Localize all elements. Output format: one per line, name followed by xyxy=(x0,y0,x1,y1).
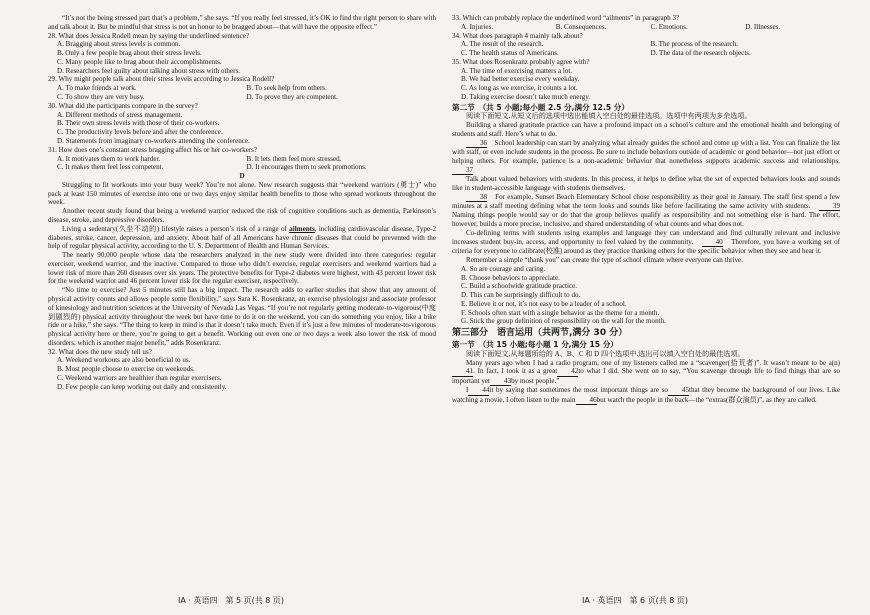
blank-41[interactable]: 41 xyxy=(452,368,473,376)
option-d: D. Illnesses. xyxy=(745,22,781,31)
option-c: C. Many people like to brag about their accomplishments. xyxy=(57,57,222,66)
part-3-header: 第三部分 语言运用（共两节,满分 30 分） xyxy=(452,328,628,339)
option-a: A. Injuries. xyxy=(461,22,494,31)
right-column xyxy=(452,14,840,405)
page-footer-right: ⅠA · 英语四 第 6 页(共 8 页) xyxy=(582,596,689,605)
option-c: C. Emotions. xyxy=(650,22,688,31)
blank-39[interactable]: 39 xyxy=(819,203,840,211)
option-b: B. We had better exercise every weekday. xyxy=(461,75,580,84)
option-e: E. Believe it or not, it’s not easy to be a leader of a school. xyxy=(461,299,627,308)
option-d: D. To prove they are competent. xyxy=(246,93,338,102)
blank-46[interactable]: 46 xyxy=(576,397,597,405)
option-d: D. Taking exercise doesn’t take much energy. xyxy=(461,93,591,102)
question-29 xyxy=(48,75,436,101)
question-31 xyxy=(48,146,436,172)
option-b: B. Consequences. xyxy=(555,22,607,31)
option-b: B. To seek help from others. xyxy=(246,84,327,93)
question-33 xyxy=(452,14,840,32)
option-c: C. It makes them feel less competent. xyxy=(57,163,164,172)
question-35 xyxy=(452,58,840,102)
question-stem: 28. What does Jessica Rodell mean by saying the underlined sentence? xyxy=(48,31,249,40)
passage-paragraph-ailments: Living a sedentary(久坐不动的) lifestyle raises a person’s risk of a range of ailments, including cardiovascular disease, Type-2 diabetes, stroke, cancer, depression, and anxiety. About half of all Americans have chronic diseases that could be prevented with the help of regular physical activity, according to the U. S. Department of Health and Human Services. xyxy=(48,224,436,251)
option-a: A. Different methods of stress management. xyxy=(57,110,183,119)
passage-paragraph: Another recent study found that being a weekend warrior reduced the risk of cognitive conditions such as dementia, Parkinson’s disease, stroke, and depressive disorders. xyxy=(48,207,436,224)
option-d: D. Statements from imaginary co-workers attending the conference. xyxy=(57,136,250,145)
gratitude-intro: Building a shared gratitude practice can have a profound impact on a school’s culture and the emotional health and belonging of students and staff. Here’s what to do. xyxy=(452,121,840,138)
section-1-instructions: 阅读下面短文,从每题所给的 A、B、C 和 D 四个选项中,选出可以填入空白处的最佳选项。 xyxy=(466,349,745,358)
question-34 xyxy=(452,32,840,58)
left-column xyxy=(48,14,436,392)
passage-paragraph: The nearly 90,000 people whose data the researchers analyzed in the new study were divided into three categories: regular exerciser, weekend warrior, and the inactive. Compared to those who didn’t exercise, regular exercisers and weekend warriors had a lower risk of more than 260 diseases over six years. The protective benefits for Type-2 diabetes were highest, with 43 percent lower risk for the weekend warrior and 46 percent lower risk for the regular exerciser, respectively. xyxy=(48,251,436,286)
option-g: G. Stick the group definition of responsibility on the wall for the month. xyxy=(461,317,666,326)
blank-42[interactable]: 42 xyxy=(557,368,578,376)
gratitude-paragraph-1: 36 School leadership can start by analyzing what already guides the school and come up with a list. You can finalize the list with staff, or even include students in the process. Be sure to include behaviors outside of academic or good behavior—not just effort or helping others. For example, patience is a non-academic behavior that nonetheless supports academic success and relationships. 37 xyxy=(452,138,840,174)
option-a: A. Weekend workouts are also beneficial to us. xyxy=(57,356,191,365)
option-b: B. Only a few people brag about their stress levels. xyxy=(57,49,202,58)
gratitude-paragraph-2: Talk about valued behaviors with students. In this process, it helps to define what the set of expected behaviors looks and sounds like in student-accessible language with students themselves. xyxy=(452,175,840,192)
blank-43[interactable]: 43 xyxy=(490,378,511,386)
cloze-paragraph-1: Many years ago when I had a radio program, one of my listeners called me a “scavenger(拾荒者)”. It wasn’t meant to be a(n)41. In fact, I took it as a great 42to what I did. She went on to say, “You scavenge through life to find things that are so important yet 43by most people.” xyxy=(452,358,840,385)
question-32 xyxy=(48,348,436,392)
passage-paragraph: “No time to exercise? Just 5 minutes still has a big impact. The research adds to earlier studies that show that any amount of physical activity counts and allows people some flexibility,” says Sara K. Rosenkranz, an exercise physiologist and associate professor of kinesiology and nutrition sciences at the University of Nevada Las Vegas. “If you’re not regularly getting moderate-to-vigorous(中度到剧烈的) physical activity throughout the week but have time to do it on the weekend, you can do something you enjoy, like a bike ride or a hike,” she says. “The thing to keep in mind is that it doesn’t take much. Even if it’s just a few minutes of moderate-to-vigorous physical activity here or there, you’re going to get a benefit. Working out even one or two days a week also lower the risk of mood disorders, which is another major benefit,” adds Rosenkranz. xyxy=(48,286,436,347)
option-a: A. It motivates them to work harder. xyxy=(57,154,161,163)
question-28 xyxy=(48,32,436,76)
blank-36[interactable]: 36 xyxy=(466,140,487,148)
blank-38[interactable]: 38 xyxy=(466,194,487,202)
options-list xyxy=(452,265,840,326)
blank-44[interactable]: 44 xyxy=(468,387,489,395)
option-a: A. Bragging about stress levels is common. xyxy=(57,40,181,49)
question-stem: 31. How does one’s constant stress bragging affect his or her co-workers? xyxy=(48,145,258,154)
underlined-word: ailments xyxy=(289,224,315,233)
option-c: C. As long as we exercise, it counts a lot. xyxy=(461,84,578,93)
option-a: A. The time of exercising matters a lot. xyxy=(461,66,573,75)
gratitude-paragraph-3: 38 For example, Sunset Beach Elementary School chose responsibility as their goal in January. The staff first spend a few minutes at a staff meeting defining what the term looks and sounds like before facilitating the same activity with students. 39 Naming things people would say or do that the group believes qualify as responsibility and not something else is hard. The effort, however, builds a more precise, inclusive, and shared understanding of what counts and what does not. xyxy=(452,192,840,229)
option-d: D. The data of the research objects. xyxy=(650,49,751,58)
option-d: D. Researchers feel guilty about talking about stress with others. xyxy=(57,66,241,75)
question-stem: 32. What does the new study tell us? xyxy=(48,347,152,356)
option-b: B. Most people choose to exercise on weekends. xyxy=(57,365,195,374)
question-stem: 30. What did the participants compare in the survey? xyxy=(48,101,198,110)
question-stem: 29. Why might people talk about their stress levels according to Jessica Rodell? xyxy=(48,75,275,84)
option-b: B. It lets them feel more stressed. xyxy=(246,154,342,163)
option-c: C. To show they are very busy. xyxy=(57,93,145,102)
blank-45[interactable]: 45 xyxy=(668,387,689,395)
section-2-instructions: 阅读下面短文,从短文后的选项中选出能填入空白处的最佳选项。选项中有两项为多余选项。 xyxy=(466,112,752,121)
option-a: A. So are courage and caring. xyxy=(461,264,546,273)
option-d: D. This can be surprisingly difficult to do. xyxy=(461,291,581,300)
section-heading-d: D xyxy=(239,172,245,181)
blank-40[interactable]: 40 xyxy=(702,239,723,247)
question-stem: 34. What does paragraph 4 mainly talk about? xyxy=(452,31,583,40)
section-1-header: 第一节 （共 15 小题;每小题 1 分,满分 15 分） xyxy=(452,340,618,350)
question-stem: 33. Which can probably replace the underlined word “ailments” in paragraph 3? xyxy=(452,14,680,22)
section-2-header: 第二节 （共 5 小题;每小题 2.5 分,满分 12.5 分） xyxy=(452,102,629,112)
option-f: F. Schools often start with a single behavior as the theme for a month. xyxy=(461,308,660,317)
gratitude-paragraph-4: Co-defining terms with students using examples and language they can understand and find culturally relevant and inclusive increases student buy-in, access, and opportunity to feel valued by the community. 40 Therefore, you have a working set of criteria for everyone to calibrate(校准) around as they practice thanking others for the specific behavior when they see and hear it. xyxy=(452,229,840,256)
option-a: A. The result of the research. xyxy=(461,40,544,49)
blank-37[interactable]: 37 xyxy=(452,167,473,175)
passage-paragraph: Struggling to fit workouts into your busy week? You’re not alone. New research suggests that “weekend warriors (勇士)” who pack at least 150 minutes of exercise into one or two days enjoy similar health benefits to those who spread workouts throughout the week. xyxy=(48,180,436,207)
option-a: A. To make friends at work. xyxy=(57,84,137,93)
option-d: D. Few people can keep working out daily and consistently. xyxy=(57,382,227,391)
question-30 xyxy=(48,102,436,146)
option-c: C. The productivity levels before and after the conference. xyxy=(57,128,223,137)
option-c: C. Build a schoolwide gratitude practice. xyxy=(461,282,578,291)
gratitude-paragraph-5: Remember a simple “thank you” can create the type of school climate where everyone can thrive. xyxy=(466,256,743,264)
cloze-paragraph-2: I 44it by saying that sometimes the most important things are so 45that they become the background of our lives. Like watching a movie, I often listen to the main 46but watch the people in the back—the “extras(群众演员)”, as they are called. xyxy=(452,386,840,404)
page-footer-left: ⅠA · 英语四 第 5 页(共 8 页) xyxy=(178,596,285,605)
question-stem: 35. What does Rosenkranz probably agree with? xyxy=(452,57,590,66)
option-b: B. Their own stress levels with those of their co-workers. xyxy=(57,119,220,128)
option-b: B. The process of the research. xyxy=(650,40,739,49)
option-b: B. Choose behaviors to appreciate. xyxy=(461,273,560,282)
intro-quote: “It’s not the being stressed part that’s a problem,” she says. “If you really feel stressed, it’s OK to find the right person to share with and talk about it. But be mindful that stress is not an honor to be bragged about—that will have the opposite effect.” xyxy=(48,14,436,31)
option-d: D. It encourages them to seek promotions. xyxy=(246,163,367,172)
option-c: C. Weekend warriors are healthier than regular exercisers. xyxy=(57,374,222,383)
option-c: C. The health status of Americans. xyxy=(461,49,559,58)
